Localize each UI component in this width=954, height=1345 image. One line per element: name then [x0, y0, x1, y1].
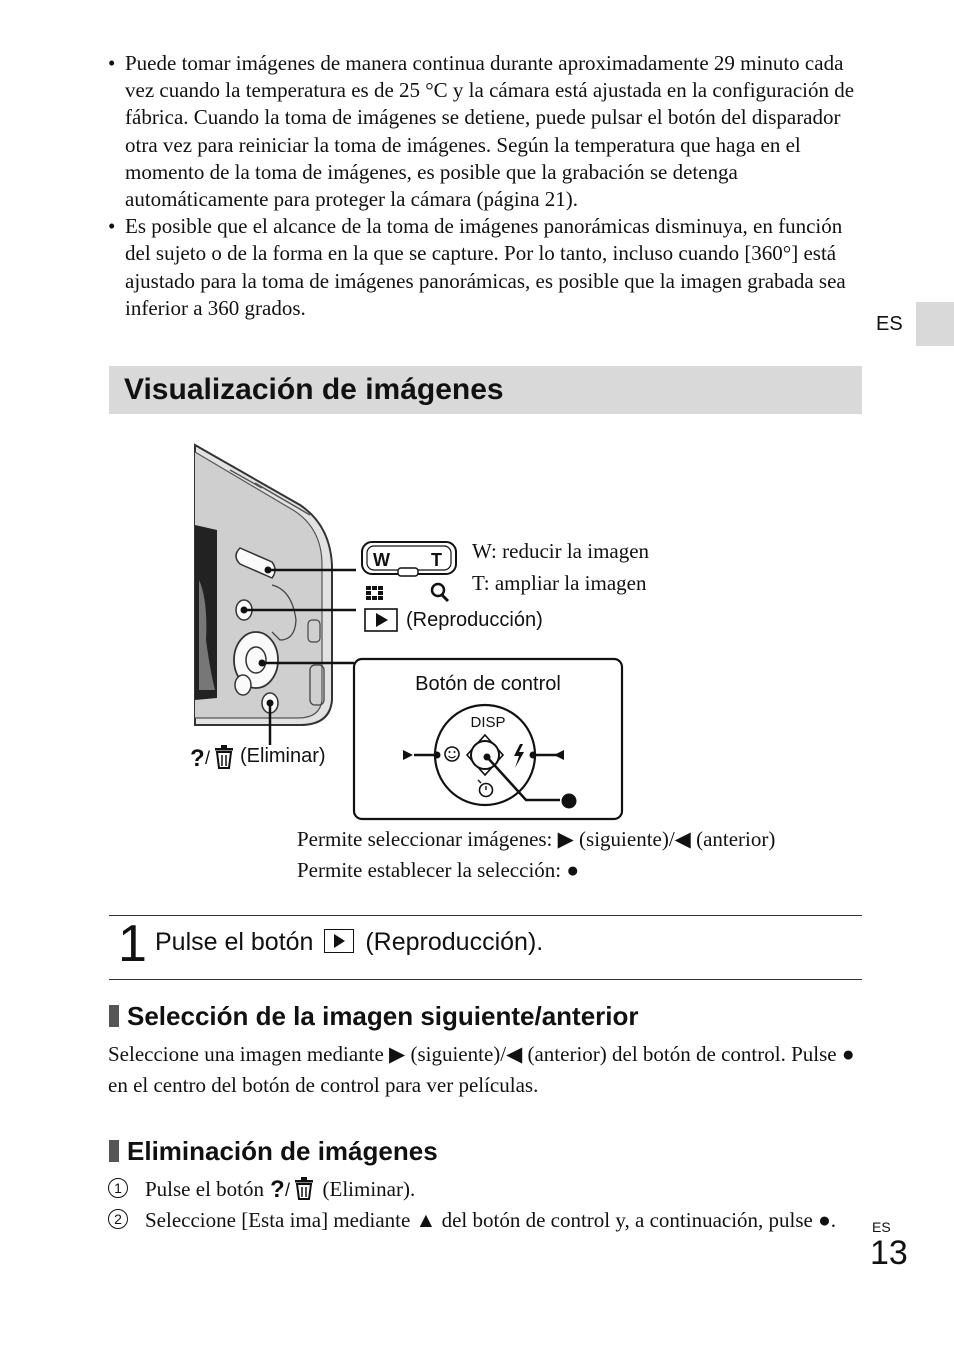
step-rule-top [109, 915, 862, 916]
svg-text:/: / [205, 748, 211, 768]
svg-text:/: / [285, 1180, 291, 1200]
control-box-title: Botón de control [415, 673, 561, 695]
zoom-key-icon [362, 542, 456, 576]
zoom-t-label: T: ampliar la imagen [472, 571, 647, 595]
subsection-body: Seleccione una imagen mediante ▶ (siguiente)/◀ (anterior) del botón de control. Pulse ● en el centro del botón de control para ver películas. [108, 1042, 855, 1097]
bullet-dot: • [108, 214, 116, 239]
center-button-dot [562, 794, 577, 809]
bullet-text: Es posible que el alcance de la toma de imágenes panorámicas disminuya, en función del sujeto o de la forma en la que se capture. Por lo tanto, incluso cuando [360°] está ajustado para la toma de imágenes panorámicas, es posible que la imagen grabada sea inferior a 360 grados. [125, 214, 846, 320]
step-circle: 1 [108, 1178, 128, 1198]
magnifier-icon [432, 584, 448, 601]
bullet-dot: • [108, 51, 116, 75]
delete-steps [108, 1174, 858, 1236]
delete-label: (Eliminar) [240, 745, 326, 767]
camera-illustration [195, 445, 332, 725]
disp-label: DISP [470, 714, 506, 731]
caption-select: Permite seleccionar imágenes: ▶ (siguiente)/◀ (anterior) [297, 827, 776, 851]
zoom-w-key: W [373, 550, 390, 570]
playback-icon [365, 609, 397, 631]
caption-confirm: Permite establecer la selección: ● [297, 858, 580, 882]
subsection-title: Eliminación de imágenes [127, 1136, 438, 1166]
page-language: ES [872, 1219, 891, 1235]
language-tab-label: ES [876, 313, 903, 335]
playback-icon [324, 929, 354, 953]
zoom-t-key: T [431, 550, 442, 570]
help-trash-icon [190, 745, 233, 772]
section-marker [109, 1005, 119, 1027]
subsection-title: Selección de la imagen siguiente/anterior [127, 1001, 639, 1031]
help-trash-icon [269, 1176, 317, 1200]
section-marker [109, 1140, 119, 1162]
step-number: 1 [118, 915, 147, 973]
item-text: Seleccione [Esta ima] mediante ▲ del botón de control y, a continuación, pulse ●. [145, 1208, 837, 1232]
step-circle: 2 [108, 1209, 128, 1229]
step-text-before: Pulse el botón [155, 928, 314, 956]
page-number: 13 [870, 1234, 908, 1272]
subsection-heading [109, 1001, 639, 1032]
step-text-after: (Reproducción). [365, 928, 544, 956]
list-item [108, 1174, 858, 1205]
list-item [108, 1205, 858, 1236]
section-title: Visualización de imágenes [124, 373, 504, 406]
item-text-after: (Eliminar). [322, 1177, 416, 1201]
step-instruction [155, 928, 543, 957]
svg-text:?: ? [190, 745, 205, 772]
step-rule-bottom [109, 979, 862, 980]
svg-text:?: ? [270, 1176, 285, 1200]
playback-label: (Reproducción) [406, 609, 543, 631]
subsection-heading [109, 1136, 438, 1167]
bullet-text: Puede tomar imágenes de manera continua durante aproximadamente 29 minuto cada vez cuando la temperatura es de 25 °C y la cámara está ajustada en la configuración de fábrica. Cuando la toma de imágenes se detiene, puede pulsar el botón del disparador otra vez para reiniciar la toma de imágenes. Según la temperatura que haga en el momento de la toma de imágenes, es posible que la grabación se detenga automáticamente para proteger la cámara (página 21). [125, 51, 855, 212]
control-button-box [354, 659, 622, 819]
zoom-w-label: W: reducir la imagen [472, 539, 650, 563]
item-text-before: Pulse el botón [145, 1177, 264, 1201]
index-icon [366, 586, 383, 600]
